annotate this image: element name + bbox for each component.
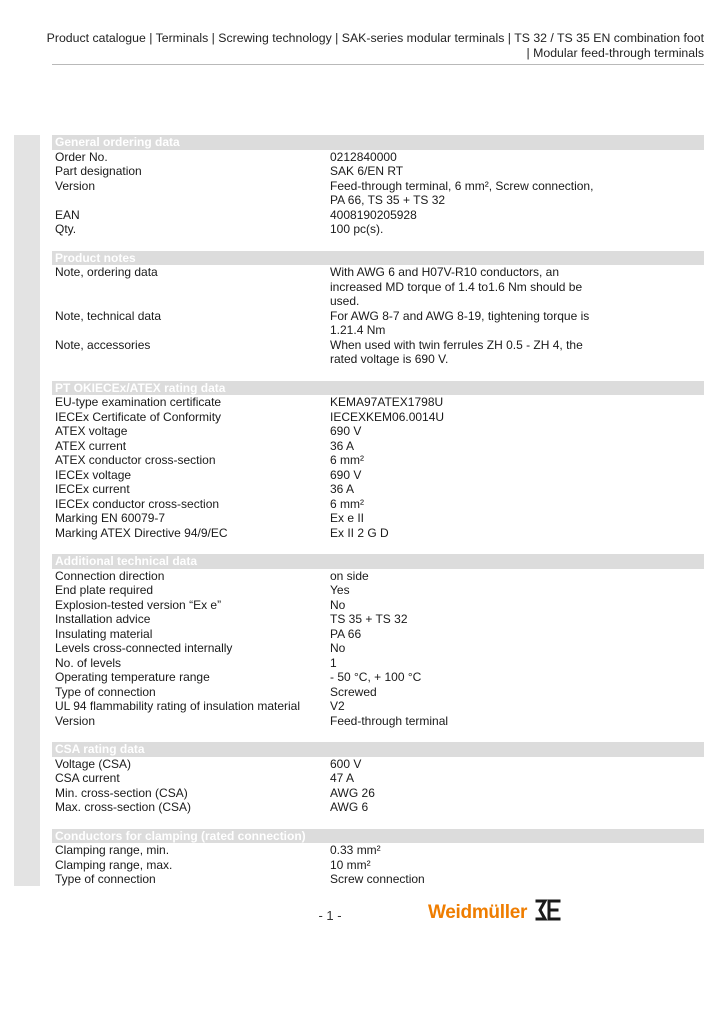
row-label: Min. cross-section (CSA)	[55, 785, 188, 800]
row-value: SAK 6/EN RT	[330, 164, 404, 178]
section-header: PT OKIECEx/ATEX rating data	[52, 381, 704, 396]
row-label: Installation advice	[55, 612, 151, 626]
breadcrumb-line-2: | Modular feed-through terminals	[526, 46, 704, 60]
table-row	[52, 526, 704, 541]
row-value: For AWG 8-7 and AWG 8-19, tightening torque is 1.21.4 Nm	[330, 308, 590, 337]
table-row	[52, 800, 704, 815]
table-row	[52, 482, 704, 497]
row-label: Part designation	[55, 164, 142, 178]
row-value: Screw connection	[330, 872, 425, 886]
row-label: EU-type examination certificate	[55, 395, 222, 409]
row-label: CSA current	[55, 771, 120, 785]
row-value: 6 mm²	[330, 496, 364, 511]
row-value: - 50 °C, + 100 °C	[330, 670, 422, 684]
section-header: Product notes	[52, 251, 704, 266]
side-bar	[14, 135, 40, 886]
table-row	[52, 656, 704, 671]
row-label: EAN	[55, 207, 80, 222]
row-label: IECEx Certificate of Conformity	[55, 409, 222, 424]
row-value: When used with twin ferrules ZH 0.5 - ZH 4, the rated voltage is 690 V.	[330, 337, 583, 366]
table-row	[52, 497, 704, 512]
row-value: 690 V	[330, 424, 362, 438]
row-value: 100 pc(s).	[330, 222, 384, 236]
row-value: 0.33 mm²	[330, 843, 381, 857]
row-label: ATEX conductor cross-section	[55, 453, 216, 467]
row-label: ATEX voltage	[55, 424, 128, 438]
weidmuller-mark-icon	[535, 898, 561, 927]
row-label: IECEx conductor cross-section	[55, 496, 220, 511]
row-value: 690 V	[330, 467, 362, 482]
row-value: V2	[330, 699, 345, 713]
row-label: Voltage (CSA)	[55, 756, 132, 771]
table-row	[52, 786, 704, 801]
row-value: Ex e II	[330, 511, 365, 525]
row-value: Screwed	[330, 684, 377, 699]
section-product-notes	[52, 251, 704, 367]
row-value: Feed-through terminal, 6 mm², Screw connection, PA 66, TS 35 + TS 32	[330, 178, 594, 207]
row-label: Qty.	[55, 222, 77, 236]
row-label: Version	[55, 713, 96, 728]
row-label: Marking EN 60079-7	[55, 511, 166, 525]
row-value: 1	[330, 655, 337, 670]
table-row	[52, 439, 704, 454]
section-csa-rating-data	[52, 742, 704, 815]
datasheet-content	[52, 135, 704, 901]
row-label: Note, accessories	[55, 337, 151, 352]
row-label: Explosion-tested version “Ex e”	[55, 597, 222, 612]
table-row	[52, 179, 704, 208]
row-label: Max. cross-section (CSA)	[55, 800, 192, 814]
header-divider	[52, 64, 704, 65]
row-value: 10 mm²	[330, 857, 371, 872]
row-value: 0212840000	[330, 149, 397, 164]
row-value: With AWG 6 and H07V-R10 conductors, an increased MD torque of 1.4 to1.6 Nm should be used.	[330, 265, 583, 308]
row-value: IECEXKEM06.0014U	[330, 409, 445, 424]
table-row	[52, 395, 704, 410]
table-row	[52, 641, 704, 656]
row-value: Ex II 2 G D	[330, 525, 389, 540]
brand-logo	[428, 898, 561, 927]
row-label: Clamping range, max.	[55, 857, 173, 872]
row-value: Yes	[330, 583, 350, 597]
row-value: PA 66	[330, 626, 362, 641]
row-label: Levels cross-connected internally	[55, 641, 233, 655]
table-row	[52, 858, 704, 873]
table-row	[52, 265, 704, 309]
row-value: 36 A	[330, 482, 355, 496]
row-label: No. of levels	[55, 655, 122, 670]
row-value: on side	[330, 568, 369, 583]
brand-logo-text: Weidmüller	[428, 901, 528, 923]
table-row	[52, 150, 704, 165]
row-label: Marking ATEX Directive 94/9/EC	[55, 525, 228, 540]
row-label: ATEX current	[55, 438, 127, 453]
table-row	[52, 164, 704, 179]
row-label: Type of connection	[55, 684, 156, 699]
table-row	[52, 410, 704, 425]
table-row	[52, 583, 704, 598]
table-row	[52, 222, 704, 237]
section-conductors-for-clamping-rated-connection	[52, 829, 704, 887]
table-row	[52, 208, 704, 223]
table-row	[52, 598, 704, 613]
row-value: TS 35 + TS 32	[330, 612, 408, 626]
section-additional-technical-data	[52, 554, 704, 728]
section-header: Conductors for clamping (rated connection)	[52, 829, 704, 844]
page-number: - 1 -	[318, 908, 342, 923]
table-row	[52, 612, 704, 627]
row-label: Operating temperature range	[55, 670, 210, 684]
row-label: Clamping range, min.	[55, 843, 170, 857]
table-row	[52, 627, 704, 642]
table-row	[52, 468, 704, 483]
section-header: Additional technical data	[52, 554, 704, 569]
row-label: Order No.	[55, 149, 108, 164]
row-value: 47 A	[330, 771, 355, 785]
row-label: Insulating material	[55, 626, 153, 641]
section-general-ordering-data	[52, 135, 704, 237]
row-value: 36 A	[330, 438, 355, 453]
row-label: Version	[55, 178, 96, 193]
row-label: Note, technical data	[55, 308, 162, 323]
row-label: IECEx current	[55, 482, 130, 496]
table-row	[52, 714, 704, 729]
table-row	[52, 685, 704, 700]
row-value: No	[330, 641, 346, 655]
table-row	[52, 771, 704, 786]
table-row	[52, 843, 704, 858]
row-value: 600 V	[330, 756, 362, 771]
row-value: 6 mm²	[330, 453, 364, 467]
row-label: End plate required	[55, 583, 154, 597]
table-row	[52, 757, 704, 772]
row-label: Type of connection	[55, 872, 156, 886]
table-row	[52, 453, 704, 468]
table-row	[52, 670, 704, 685]
row-label: UL 94 flammability rating of insulation material	[55, 699, 300, 713]
section-header: General ordering data	[52, 135, 704, 150]
row-value: No	[330, 597, 346, 612]
row-value: AWG 26	[330, 785, 375, 800]
row-label: Connection direction	[55, 568, 165, 583]
section-header: CSA rating data	[52, 742, 704, 757]
row-label: IECEx voltage	[55, 467, 132, 482]
table-row	[52, 699, 704, 714]
table-row	[52, 511, 704, 526]
row-value: 4008190205928	[330, 207, 417, 222]
row-label: Note, ordering data	[55, 265, 158, 279]
row-value: Feed-through terminal	[330, 713, 449, 728]
row-value: KEMA97ATEX1798U	[330, 395, 444, 409]
table-row	[52, 309, 704, 338]
table-row	[52, 872, 704, 887]
row-value: AWG 6	[330, 800, 369, 814]
table-row	[52, 424, 704, 439]
section-pt-okiecex-atex-rating-data	[52, 381, 704, 541]
breadcrumb-header	[24, 31, 704, 61]
table-row	[52, 569, 704, 584]
table-row	[52, 338, 704, 367]
breadcrumb-line-1: Product catalogue | Terminals | Screwing technology | SAK-series modular terminals | TS 32 / TS 35 EN combination foot	[46, 31, 704, 45]
